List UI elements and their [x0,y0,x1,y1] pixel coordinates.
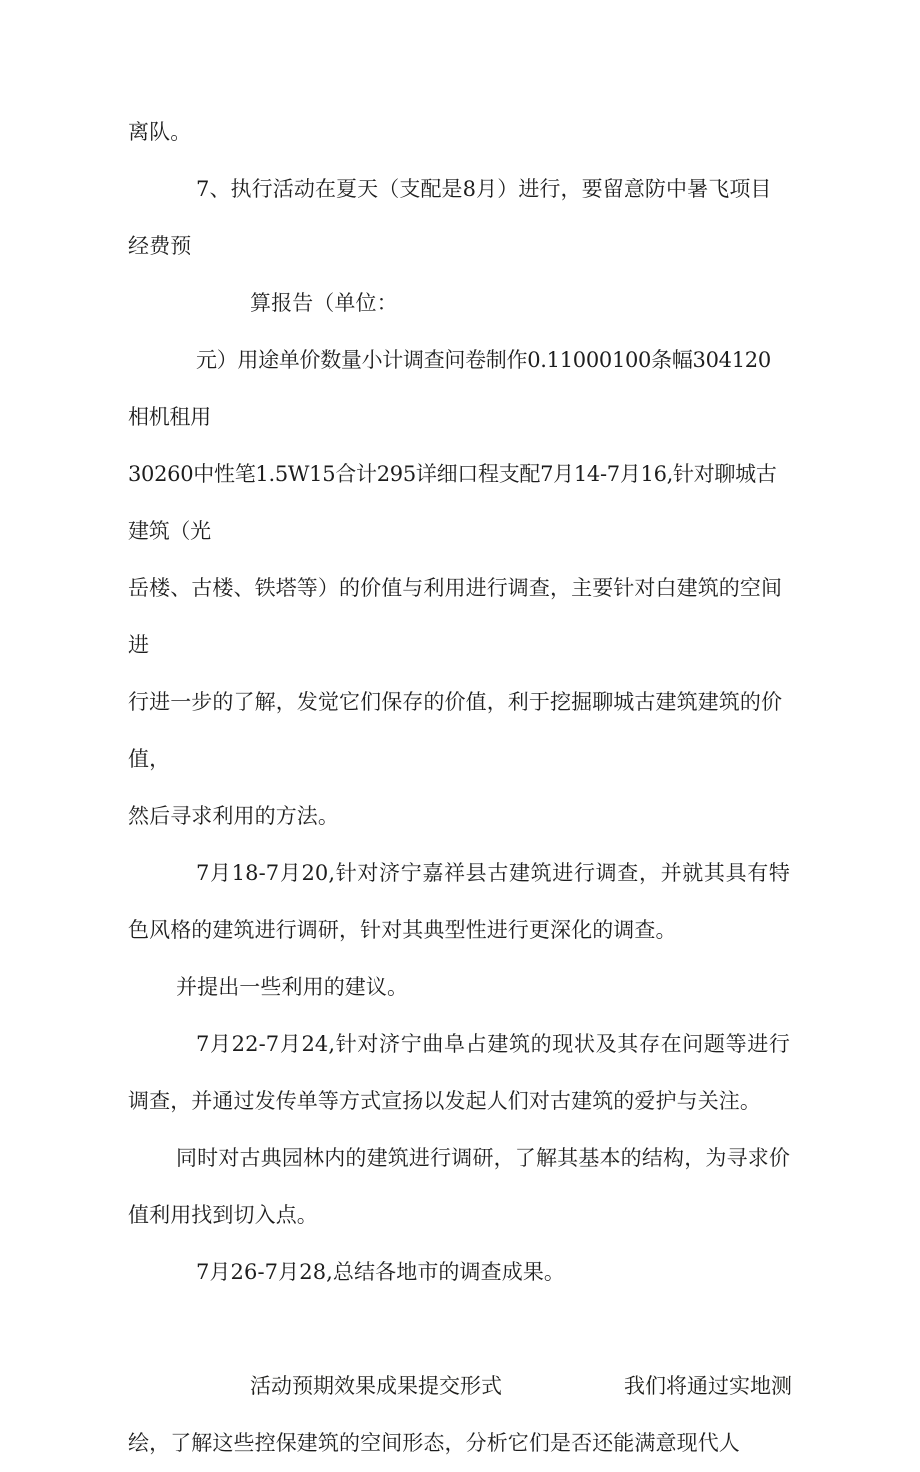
paragraph-budget-line-5: 然后寻求利用的方法。 [128,804,339,828]
paragraph-item-7-line-2: 算报告（单位： [250,291,398,315]
paragraph-jining-jiaxiang: 7月18-7月20,针对济宁嘉祥县古建筑进行调查，并就其具有特色风格的建筑进行调研，针对其典型性进行更深化的调查。 [128,861,790,942]
paragraph-budget-line-1: 元）用途单价数量小计调查问卷制作0.11000100条幅304120相机租用 [128,348,771,429]
paragraph-budget-line-3: 岳楼、古楼、铁塔等）的价值与利用进行调查，主要针对白建筑的空间进 [128,576,783,657]
paragraph-budget-line-4: 行进一步的了解，发觉它们保存的价值，利于挖掘聊城古建筑建筑的价值， [128,690,783,771]
paragraph-garden-survey: 同时对古典园林内的建筑进行调研，了解其基本的结构，为寻求价值利用找到切入点。 [128,1146,790,1227]
paragraph-summary-dates: 7月26-7月28,总结各地市的调查成果。 [196,1260,566,1284]
blank-line [128,1301,790,1358]
paragraph-budget-line-2: 30260中性笔1.5W15合计295详细口程支配7月14-7月16,针对聊城古建筑（光 [128,462,777,543]
paragraph-liduì: 离队。 [128,120,192,144]
paragraph-expected-last: 绘，了解这些控保建筑的空间形态，分析它们是否还能满意现代人 [128,1431,740,1455]
paragraph-item-7-line-1: 7、执行活动在夏天（支配是8月）进行，要留意防中暑飞项目经费预 [128,177,772,258]
paragraph-jining-qufu: 7月22-7月24,针对济宁曲阜占建筑的现状及其存在问题等进行调查，并通过发传单等方式宣扬以发起人们对古建筑的爱护与关注。 [128,1032,790,1113]
expected-heading-label: 活动预期效果成果提交形式 [250,1374,502,1398]
document-body [128,104,790,1472]
paragraph-expected-heading-row [128,1358,790,1415]
expected-tail-label: 我们将通过实地测 [624,1374,792,1398]
paragraph-suggestion: 并提出一些利用的建议。 [176,975,409,999]
